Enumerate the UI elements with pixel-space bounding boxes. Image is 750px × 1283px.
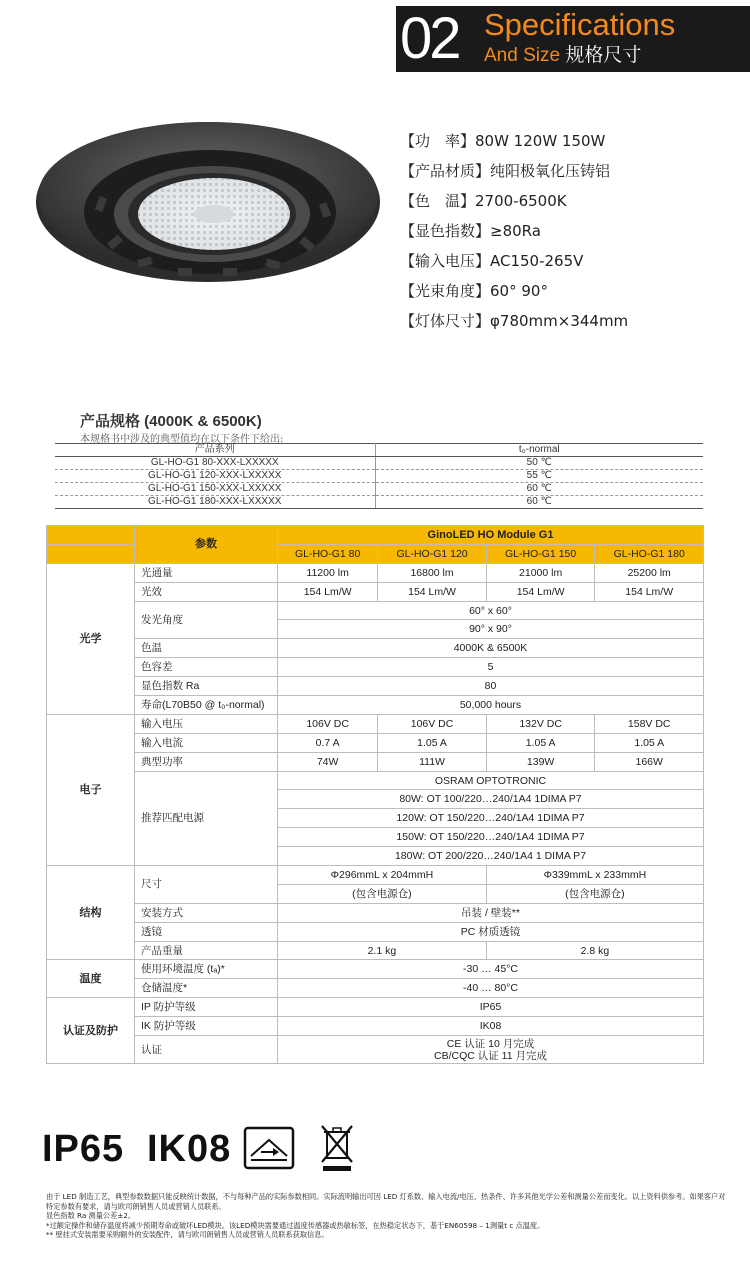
row-label: 输入电压	[135, 714, 278, 733]
row-label: 产品重量	[135, 941, 278, 960]
table-cell: IP65	[278, 998, 704, 1017]
row-label: 色温	[135, 639, 278, 658]
table-cell: 106V DC	[378, 714, 487, 733]
header-blank	[47, 526, 135, 545]
table-cell: GL-HO-G1 180-XXX-LXXXXX	[55, 496, 375, 509]
param-header: 参数	[135, 526, 278, 564]
table-cell: (包含电源仓)	[486, 884, 703, 903]
footnote: 显色指数 Ra 测量公差±2。	[46, 1211, 136, 1221]
table-cell: 111W	[378, 752, 487, 771]
row-label: 认证	[135, 1036, 278, 1064]
table-row	[47, 960, 704, 979]
table-cell: -30 … 45°C	[278, 960, 704, 979]
table-cell: 74W	[278, 752, 378, 771]
model-header: GL-HO-G1 150	[486, 544, 595, 563]
table-row	[47, 658, 704, 677]
table-cell: PC 材质透镜	[278, 922, 704, 941]
row-label: 使用环境温度 (tₐ)*	[135, 960, 278, 979]
table-row	[55, 470, 703, 483]
section-subtitle	[484, 44, 641, 68]
table-cell: 60° x 60°	[278, 601, 704, 620]
footnote: *过额定操作和储存温度将减少预期寿命或破坏LED模块。该LED模块需要通过温度传感器或热敏标签，在热稳定状态下，基于EN60598 – 1测量t c 点温度。	[46, 1220, 545, 1230]
subtitle-en: And Size	[484, 45, 561, 66]
table-cell: Φ339mmL x 233mmH	[486, 866, 703, 885]
spec-material: 【产品材质】纯阳极氧化压铸铝	[400, 162, 611, 180]
header-cell: 产品系列	[55, 444, 375, 457]
table-cell: 16800 lm	[378, 563, 487, 582]
cert-line: CB/CQC 认证 11 月完成	[434, 1049, 547, 1062]
row-label: 输入电流	[135, 733, 278, 752]
table-row	[47, 563, 704, 582]
table-cell: GL-HO-G1 80-XXX-LXXXXX	[55, 457, 375, 470]
product-spec-subtitle: 本规格书中涉及的典型值均在以下条件下给出:	[80, 434, 284, 445]
table-cell: 25200 lm	[595, 563, 704, 582]
section-number: 02	[400, 6, 459, 71]
table-cell: 158V DC	[595, 714, 704, 733]
highbay-lamp-image	[28, 110, 388, 290]
row-label: 色容差	[135, 658, 278, 677]
table-cell: 180W: OT 200/220…240/1A4 1 DIMA P7	[278, 847, 704, 866]
table-row	[47, 903, 704, 922]
table-row	[47, 866, 704, 885]
table-row	[47, 714, 704, 733]
spec-beam: 【光束角度】60° 90°	[400, 282, 548, 300]
footnotes	[46, 1192, 726, 1240]
subtitle-cn: 规格尺寸	[565, 45, 642, 66]
section-header	[396, 6, 750, 72]
table-row	[47, 601, 704, 620]
row-label: 寿命(L70B50 @ t₀-normal)	[135, 696, 278, 715]
table-cell: 55 ℃	[375, 470, 703, 483]
table-row	[47, 752, 704, 771]
spec-cct: 【色 温】2700-6500K	[400, 192, 567, 210]
cert-line: CE 认证 10 月完成	[446, 1037, 535, 1050]
table-row	[47, 733, 704, 752]
table-row	[47, 1017, 704, 1036]
spec-cri: 【显色指数】≥80Ra	[400, 222, 541, 240]
table-cell: 1.05 A	[378, 733, 487, 752]
category-electronics: 电子	[47, 714, 135, 865]
table-cell: 50 ℃	[375, 457, 703, 470]
table-cell: Φ296mmL x 204mmH	[278, 866, 487, 885]
table-header-row	[55, 444, 703, 457]
model-header: GL-HO-G1 180	[595, 544, 704, 563]
ballast-icon	[243, 1126, 295, 1170]
table-cell: IK08	[278, 1017, 704, 1036]
table-cell: 4000K & 6500K	[278, 639, 704, 658]
table-cell: 1.05 A	[595, 733, 704, 752]
table-cell: -40 … 80°C	[278, 979, 704, 998]
table-cell: 5	[278, 658, 704, 677]
product-spec-title: 产品规格 (4000K & 6500K)	[80, 413, 262, 430]
table-cell: 21000 lm	[486, 563, 595, 582]
table-cell: GL-HO-G1 150-XXX-LXXXXX	[55, 483, 375, 496]
spec-list	[400, 126, 628, 336]
table-cell: 80W: OT 100/220…240/1A4 1DIMA P7	[278, 790, 704, 809]
header-cell: t₀-normal	[375, 444, 703, 457]
table-row	[47, 696, 704, 715]
table-row	[47, 1036, 704, 1064]
table-cell: 139W	[486, 752, 595, 771]
ik-rating-badge: IK08	[147, 1128, 232, 1170]
ip-rating-badge: IP65	[42, 1128, 125, 1170]
category-certification: 认证及防护	[47, 998, 135, 1064]
table-cell: 吊装 / 壁装**	[278, 903, 704, 922]
table-cell: 80	[278, 677, 704, 696]
row-label: IK 防护等级	[135, 1017, 278, 1036]
row-label: 发光角度	[135, 601, 278, 639]
table-row	[47, 941, 704, 960]
footnote: ** 壁挂式安装需要采购额外的安装配件，请与欧司朗销售人员或营销人员联系获取信息。	[46, 1230, 329, 1240]
row-label: 光效	[135, 582, 278, 601]
section-title: Specifications	[484, 7, 676, 42]
model-header: GL-HO-G1 120	[378, 544, 487, 563]
table-cell: 120W: OT 150/220…240/1A4 1DIMA P7	[278, 809, 704, 828]
table-header-row	[47, 526, 704, 545]
table-cell: 154 Lm/W	[595, 582, 704, 601]
product-spec-table	[55, 443, 703, 509]
parameter-table	[46, 525, 704, 1064]
category-optics: 光学	[47, 563, 135, 714]
row-label: 尺寸	[135, 866, 278, 904]
table-cell: 0.7 A	[278, 733, 378, 752]
row-label: 典型功率	[135, 752, 278, 771]
model-header: GL-HO-G1 80	[278, 544, 378, 563]
table-cell: 11200 lm	[278, 563, 378, 582]
table-cell: 60 ℃	[375, 483, 703, 496]
row-label: 光通量	[135, 563, 278, 582]
table-cell: 154 Lm/W	[278, 582, 378, 601]
table-cell: 106V DC	[278, 714, 378, 733]
table-cell: GL-HO-G1 120-XXX-LXXXXX	[55, 470, 375, 483]
table-cell: (包含电源仓)	[278, 884, 487, 903]
table-row	[55, 483, 703, 496]
row-label: 透镜	[135, 922, 278, 941]
table-row	[47, 582, 704, 601]
table-row	[47, 639, 704, 658]
table-cell: 60 ℃	[375, 496, 703, 509]
table-cell: 50,000 hours	[278, 696, 704, 715]
table-row	[47, 922, 704, 941]
row-label: IP 防护等级	[135, 998, 278, 1017]
header-blank	[47, 544, 135, 563]
table-cell	[278, 1036, 704, 1064]
spec-size: 【灯体尺寸】φ780mm×344mm	[400, 312, 629, 330]
table-row	[47, 998, 704, 1017]
table-cell: 2.1 kg	[278, 941, 487, 960]
table-row	[55, 496, 703, 509]
table-cell: 90° x 90°	[278, 620, 704, 639]
table-cell: 166W	[595, 752, 704, 771]
category-temperature: 温度	[47, 960, 135, 998]
table-cell: OSRAM OPTOTRONIC	[278, 771, 704, 790]
table-cell: 154 Lm/W	[378, 582, 487, 601]
spec-voltage: 【输入电压】AC150-265V	[400, 252, 584, 270]
table-cell: 150W: OT 150/220…240/1A4 1DIMA P7	[278, 828, 704, 847]
row-label: 推荐匹配电源	[135, 771, 278, 865]
table-row	[55, 457, 703, 470]
table-row	[47, 979, 704, 998]
table-cell: 154 Lm/W	[486, 582, 595, 601]
row-label: 安装方式	[135, 903, 278, 922]
row-label: 仓储温度*	[135, 979, 278, 998]
footnote: 由于 LED 制造工艺，典型参数数据只能反映统计数据，不与每种产品的实际参数相同。实际流明输出可因 LED 灯系数、输入电流/电压、热条件、许多其他光学公差和测量公差而变化。以上资料供参考。如果客户对特定参数有要求，请与欧司朗销售人员或营销人员联系。	[46, 1192, 726, 1211]
row-label: 显色指数 Ra	[135, 677, 278, 696]
table-cell: 2.8 kg	[486, 941, 703, 960]
category-structure: 结构	[47, 866, 135, 960]
table-row	[47, 771, 704, 790]
table-cell: 1.05 A	[486, 733, 595, 752]
module-title: GinoLED HO Module G1	[278, 526, 704, 545]
weee-bin-icon	[318, 1124, 356, 1172]
spec-power: 【功 率】80W 120W 150W	[400, 132, 606, 150]
table-cell: 132V DC	[486, 714, 595, 733]
table-row	[47, 677, 704, 696]
